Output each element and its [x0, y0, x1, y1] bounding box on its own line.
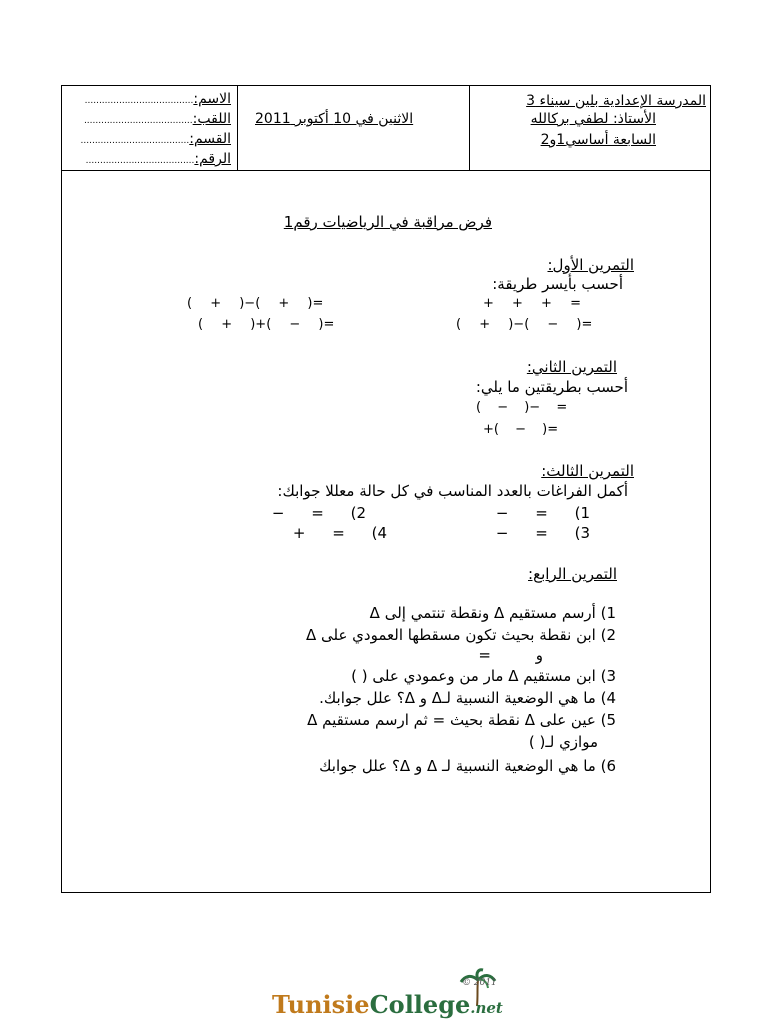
name-label: الاسم: [193, 91, 231, 107]
ex3-item-3: 3) = − [495, 524, 590, 542]
surname-label: اللقب: [192, 111, 231, 127]
ex2-instruction: أحسب بطريقتين ما يلي: [475, 378, 628, 396]
surname-field[interactable] [66, 110, 231, 130]
ex4-question-5-cont: موازي لـ( ) [528, 733, 598, 751]
logo-copyright: © 2011 [462, 978, 497, 988]
ex1-expr-3: ( + )−( − )= [456, 317, 593, 332]
tunisiecollege-logo[interactable] [272, 978, 503, 1019]
ex3-heading: التمرين الثالث: [541, 462, 634, 480]
ex3-item-1: 1) = − [495, 504, 590, 522]
ex4-question-6: 6) ما هي الوضعية النسبية لـ Δ و Δ؟ علل جوابك [319, 757, 616, 775]
class-dots: ...................................... [80, 136, 190, 146]
ex3-item-4: 4) = + [292, 524, 387, 542]
ex2-expr-1: ( − )− = [476, 400, 568, 415]
ex4-question-3: 3) ابن مستقيم Δ مار من وعمودي على ( ) [351, 667, 616, 685]
ex4-heading: التمرين الرابع: [528, 565, 617, 583]
number-field[interactable] [66, 150, 231, 170]
header-column-divider-right [469, 85, 470, 171]
ex2-heading: التمرين الثاني: [526, 358, 617, 376]
name-field[interactable] [66, 90, 231, 110]
header-divider [61, 170, 711, 171]
teacher-name: الأستاذ: لطفي بركالله [530, 111, 656, 127]
exam-title: فرض مراقبة في الرياضيات رقم1 [283, 213, 492, 231]
surname-dots: ...................................... [83, 116, 193, 126]
ex1-expr-1: + + + = [483, 296, 581, 311]
logo-text-a: Tunisie [272, 990, 370, 1019]
name-dots: ...................................... [84, 96, 194, 106]
ex4-question-2-cont: و = [478, 646, 543, 664]
ex2-expr-2: +( − )= [483, 422, 559, 437]
ex4-question-2: 2) ابن نقطة بحيث تكون مسقطها العمودي على Δ [305, 626, 616, 644]
header-column-divider-left [237, 85, 238, 171]
logo-text-b: College [369, 990, 471, 1019]
number-dots: ...................................... [85, 156, 195, 166]
number-label: الرقم: [194, 151, 231, 167]
logo-text-net: .net [470, 999, 503, 1017]
ex3-instruction: أكمل الفراغات بالعدد المناسب في كل حالة معللا جوابك: [277, 482, 628, 500]
class-label: القسم: [189, 131, 231, 147]
ex1-instruction: أحسب بأيسر طريقة: [492, 275, 623, 293]
class-field[interactable] [66, 130, 231, 150]
ex1-expr-4: ( + )+( − )= [198, 317, 335, 332]
ex1-expr-2: ( + )−( + )= [187, 296, 324, 311]
exam-date: الاثنين في 10 أكتوبر 2011 [255, 111, 414, 127]
ex4-question-4: 4) ما هي الوضعية النسبية لـΔ و Δ؟ علل جوابك. [319, 689, 616, 707]
ex4-question-5: 5) عين على Δ نقطة بحيث = ثم ارسم مستقيم Δ [307, 711, 616, 729]
class-level: السابعة أساسي1و2 [540, 132, 656, 148]
ex4-question-1: 1) أرسم مستقيم Δ ونقطة تنتمي إلى Δ [369, 604, 616, 622]
ex3-item-2: 2) = − [271, 504, 366, 522]
ex1-heading: التمرين الأول: [547, 256, 634, 274]
school-name: المدرسة الإعدادية بلين سيناء 3 [526, 93, 706, 109]
